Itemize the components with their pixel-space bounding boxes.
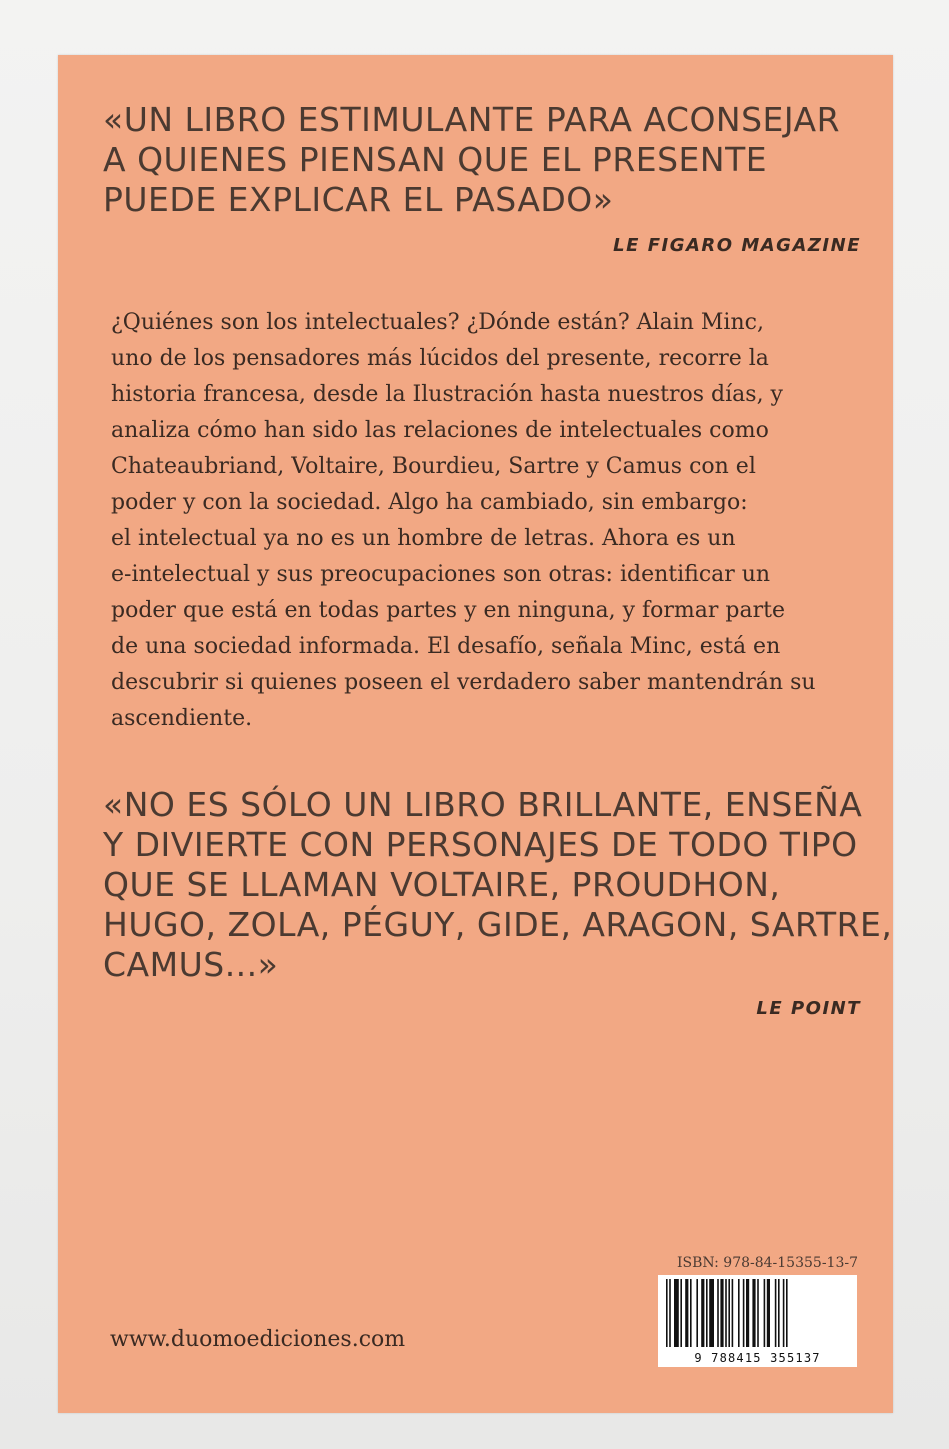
book-back-cover	[58, 55, 893, 1413]
synopsis-line: analiza cómo han sido las relaciones de intelectuales como	[111, 418, 769, 443]
publisher-website: www.duomoediciones.com	[110, 1327, 406, 1352]
synopsis	[111, 305, 871, 737]
quote-line: PUEDE EXPLICAR EL PASADO»	[103, 180, 614, 219]
press-quote-bottom	[103, 785, 893, 985]
quote-line: QUE SE LLAMAN VOLTAIRE, PROUDHON,	[103, 865, 781, 904]
synopsis-line: descubrir si quienes poseen el verdadero saber mantendrán su	[111, 670, 816, 695]
quote-source-bottom: LE POINT	[756, 998, 861, 1019]
synopsis-line: de una sociedad informada. El desafío, señala Minc, está en	[111, 634, 781, 659]
press-quote-top	[103, 100, 863, 220]
barcode-digits: 9 788415 355137	[694, 1351, 821, 1365]
quote-line: «NO ES SÓLO UN LIBRO BRILLANTE, ENSEÑA	[103, 785, 863, 824]
isbn-label: ISBN: 978-84-15355-13-7	[676, 1255, 858, 1271]
quote-line: HUGO, ZOLA, PÉGUY, GIDE, ARAGON, SARTRE,	[103, 905, 893, 944]
synopsis-line: poder que está en todas partes y en ninguna, y formar parte	[111, 598, 785, 623]
synopsis-line: uno de los pensadores más lúcidos del presente, recorre la	[111, 346, 769, 371]
quote-source-top: LE FIGARO MAGAZINE	[613, 235, 861, 256]
quote-line: «UN LIBRO ESTIMULANTE PARA ACONSEJAR	[103, 100, 841, 139]
synopsis-line: e-intelectual y sus preocupaciones son otras: identificar un	[111, 562, 771, 587]
synopsis-line: poder y con la sociedad. Algo ha cambiado, sin embargo:	[111, 490, 748, 515]
synopsis-line: el intelectual ya no es un hombre de letras. Ahora es un	[111, 526, 736, 551]
quote-line: CAMUS...»	[103, 945, 279, 984]
barcode-bars	[658, 1275, 857, 1351]
quote-line: A QUIENES PIENSAN QUE EL PRESENTE	[103, 140, 768, 179]
quote-line: Y DIVIERTE CON PERSONAJES DE TODO TIPO	[103, 825, 858, 864]
barcode	[658, 1275, 857, 1367]
synopsis-line: Chateaubriand, Voltaire, Bourdieu, Sartre y Camus con el	[111, 454, 756, 479]
synopsis-line: ascendiente.	[111, 706, 253, 731]
synopsis-line: historia francesa, desde la Ilustración hasta nuestros días, y	[111, 382, 783, 407]
synopsis-line: ¿Quiénes son los intelectuales? ¿Dónde están? Alain Minc,	[111, 310, 764, 335]
